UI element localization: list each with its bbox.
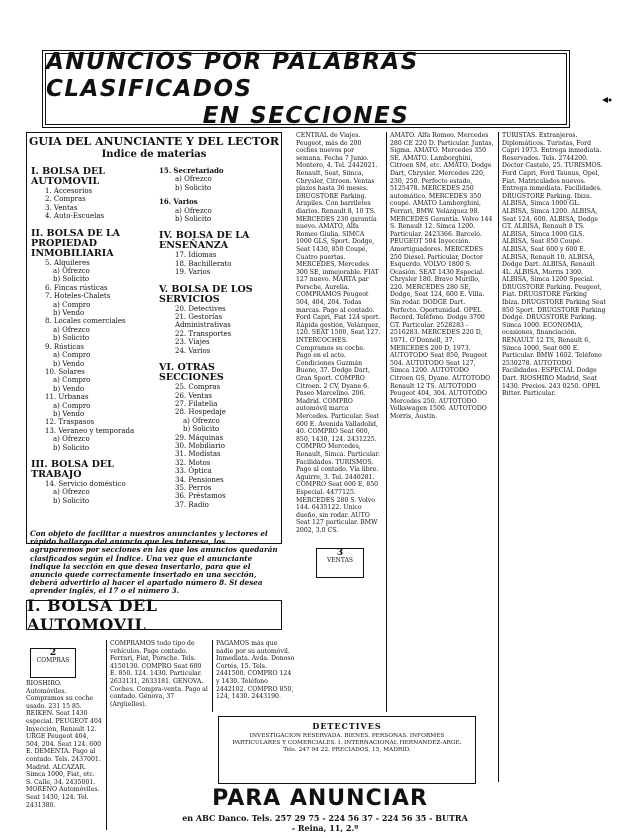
section-items — [31, 187, 155, 221]
index-item: 4. Auto-Escuelas — [45, 212, 105, 221]
section-num: II. — [31, 227, 44, 239]
index-item: 22. Transportes — [175, 329, 232, 338]
section-title: Secretariado — [173, 166, 224, 175]
section-num: I. — [31, 166, 39, 177]
index-item: a) Compro — [53, 376, 91, 385]
index-subtitle: Indice de materias — [101, 149, 207, 160]
index-item: 21. Gestorías Administrativas — [175, 313, 231, 330]
index-left-column — [31, 167, 155, 505]
compras-label: COMPRAS — [36, 657, 70, 664]
section-title: BOLSA DE LA ENSEÑANZA — [159, 230, 250, 252]
index-section — [159, 285, 277, 355]
index-section — [159, 198, 277, 223]
column-divider — [498, 132, 499, 782]
section-title: BOLSA DEL AUTOMOVIL — [31, 166, 105, 187]
index-item: b) Solicito — [53, 334, 90, 343]
index-item: 30. Mobiliario — [175, 441, 225, 450]
index-item: 14. Servicio doméstico — [45, 479, 126, 488]
para-anunciar-title: PARA ANUNCIAR — [212, 786, 428, 811]
section-num: 16. — [159, 197, 172, 207]
index-item: a) Compro — [53, 401, 91, 410]
index-item: 19. Varios — [175, 268, 211, 277]
index-item: 24. Varios — [175, 346, 211, 355]
section-items — [31, 480, 155, 505]
index-item: 34. Pensiones — [175, 475, 224, 484]
index-item: a) Ofrezco — [183, 416, 220, 425]
index-section — [31, 229, 155, 452]
index-item: a) Compro — [53, 351, 91, 360]
section-items — [159, 251, 277, 276]
section-title: BOLSA DEL TRABAJO — [31, 458, 114, 480]
index-item: b) Solicito — [53, 496, 90, 505]
index-section — [159, 167, 277, 192]
section-title: OTRAS SECCIONES — [159, 362, 224, 384]
index-section — [31, 460, 155, 505]
ventas-label: VENTAS — [326, 557, 354, 564]
classified-bottom-mid: COMPRAMOS todo tipo de vehículos. Pago contado. Ferrari, Fiat, Porsche. Tels. 4150130. COMPRO Seat 600 E. 850. 124. 1430. Particular. 2633131, 2633181. GENOVA. Coches. Compra-venta. Pago al contado. Génova, 37 (Argüelles). — [110, 640, 208, 708]
index-item: 12. Traspasos — [45, 418, 95, 427]
index-item: 3. Ventas — [45, 203, 78, 212]
index-item: 8. Locales comerciales — [45, 317, 126, 326]
banner-line-2: EN SECCIONES — [202, 102, 410, 129]
section-num: VI. — [159, 362, 175, 374]
index-item: 31. Modistas — [175, 450, 221, 459]
classified-bottom-mid-2: PAGAMOS más que nadie por su automóvil. Inmediata. Avda. Donoso Cortés, 15. Tels. 2441500. COMPRO 124 y 1430. Teléfono 2442102. COMPRO 850, 124, 1430. 2443190. — [216, 640, 295, 701]
index-item: 23. Viajes — [175, 338, 210, 347]
index-item: 27. Filatelia — [175, 399, 218, 408]
ventas-number: 3 — [336, 548, 344, 558]
index-item: a) Ofrezco — [53, 435, 90, 444]
index-item: a) Compro — [53, 300, 91, 309]
compras-number: 2 — [49, 648, 57, 658]
column-divider — [212, 640, 213, 712]
index-item: 32. Motos — [175, 458, 211, 467]
section-num: IV. — [159, 230, 173, 242]
index-item: 9. Rústicas — [45, 342, 85, 351]
section-items — [159, 383, 277, 509]
index-note: Con objeto de facilitar a nuestros anunciantes y lectores el rápido hallazgo del anuncio que les interesa, los agruparemos por secciones en las que los anuncios quedarán clasificados según el Índice. Una vez que el anunciante indique la sección en que desea insertarlo, para que el anuncio quede correctamente insertado en una sección, deberá advertirlo al hacer el apartado número 8. Si desea aprender inglés, el 17 o el número 3. — [30, 529, 278, 596]
ventas-box — [316, 548, 364, 578]
page-banner — [42, 50, 570, 128]
index-item: b) Solicito — [175, 215, 212, 224]
index-item: 29. Máquinas — [175, 433, 224, 442]
bullet-icon — [602, 88, 612, 94]
index-item: b) Solicito — [175, 183, 212, 192]
section-items — [159, 207, 277, 224]
index-item: 35. Perros — [175, 483, 212, 492]
classified-column-3: TURISTAS. Extranjeros. Diplomáticos. Turistas, Ford Capri 1973. Entrega inmediata. Reservados. Tels. 2744200. Doctor Castelo, 25. TURISMOS. Ford Capri, Ford Taunus, Opel, Fiat. Matriculados nuevos. Entrega inmediata. Facilidades. DRUGSTORE Parking. Ibiza. ALBISA, Simca 1000 GL. ALBISA, Simca 1200. ALBISA, Seat 124, 600. ALBISA, Dodge GT. ALBISA, Renault 8 TS. ALBISA, Simca 1000 GLS. ALBISA, Seat 850 Coupé. ALBISA, Seat 600 y 600 E. ALBISA, Renault 10. ALBISA, Dodge Dart. ALBISA, Renault 4L. ALBISA, Morris 1300. ALBISA, Simca 1200 Special. DRUGSTORE Parking. Peugeot, Fiat. DRUGSTORE Parking Ibiza. DRUGSTORE Parking Seat 850 Sport. DRUGSTORE Parking Dodge. DRUGSTORE Parking. Simca 1000. ECONOMIA, ocasiones, financiación. RENAULT 12 TS, Renault 6, Simca 1000, Seat 600 E. Particular. BMW 1602. Teléfono 2530278. AUTOTODO Facilidades. ESPECIAL Dodge Dart. RIOSHIRO Madrid, Seat 1430. Precios. 243 0250. OPEL Bitter. Particular. — [502, 132, 606, 398]
section-num: V. — [159, 283, 169, 295]
section-title: BOLSA DE LOS SERVICIOS — [159, 283, 253, 305]
index-item: a) Ofrezco — [175, 175, 212, 184]
index-item: b) Solicito — [183, 425, 220, 434]
index-item: 20. Detectives — [175, 304, 226, 313]
index-item: b) Solicito — [53, 275, 90, 284]
index-item: 2. Compras — [45, 195, 86, 204]
classified-bottom-left: RIOSHIRO. Automóviles. Compramos su coche usado. 231 15 85. REIKEN. Seat 1430 especial. PEUGEOT 404 Inyección, Renault 12. URGE Peugeot 404, 504, 204. Seat 124. 600 E. DEMENTA. Pago al contado. Tels. 2437001. Madrid. ALCAZAR. Simca 1000, Fiat, etc. S. Calle, 34. 2435001. MORENO Automóviles. Seat 1430, 124. Tel. 2431380. — [26, 680, 102, 809]
index-item: 18. Bachillerato — [175, 259, 232, 268]
index-item: 11. Urbanas — [45, 393, 89, 402]
index-item: 6. Fincas rústicas — [45, 283, 108, 292]
index-item: 36. Préstamos — [175, 492, 226, 501]
section-num: III. — [31, 458, 48, 470]
index-section — [31, 167, 155, 221]
index-item: a) Ofrezco — [175, 206, 212, 215]
classified-column-1: CENTRAL de Viajes. Peugeot, más de 200 coches nuevos por semana. Fecha 7 Junio. Montero, 4. Tel. 2442021. Renault, Seat, Simca, Chrysler, Citroen. Ventas plazos hasta 36 meses. DRUGSTORE Parking. Arapiles. Con barriletes diarios. Renault 8, 10 TS. MERCEDES 230 garantía nuevo. AMATO, Alfa Romeo Giulia. SIMCA 1000 GLS, Sport. Dodge, Seat 1430, 850 Coupé, Cuatro puertas. MERCEDES, Mercedes 300 SE, inmejorable. FIAT 127 nuevo. MARTA par Porsche, Aurelia. COMPRAMOS Peugeot 504, 404, 204. Todas marcas. Pago al contado. Ford Capri, Fiat 124 sport. Rápida gestión, Velázquez, 120. SEAT 1500, Seat 127. INTERCOCHES. Compramos su coche. Pago en el acto. Condiciones Guzmán Bueno, 37. Dodge Dart, Gran Sport. COMPRO Citroen. 2 CV, Dyane 6. Paseo Marcelino. 206. Madrid. COMPRO automóvil marca Mercedes. Particular. Seat 600 E. Avenida Valladolid, 40. COMPRO Seat 600, 850, 1430, 124. 2431225. COMPRO Mercedes, Renault, Simca. Particular. Facilidades. TURISMOS. Pago al contado. Vía libre. Aguirre, 3. Tel. 2440281. COMPRO Seat 600 E, 850 Especial. 4477125. MERCEDES 280 S. Volvo 144. 6435122. Unico dueño, sin rodar. AUTO Seat 127 particular. BMW 2002, 3.0 CS. — [296, 132, 381, 534]
index-right-column — [159, 167, 277, 509]
index-box — [26, 132, 282, 544]
index-item: 7. Hoteles-Chalets — [45, 292, 111, 301]
detectives-box — [218, 716, 476, 784]
index-item: 26. Ventas — [175, 391, 212, 400]
index-item: 10. Solares — [45, 367, 85, 376]
index-item: 1. Accesorios — [45, 187, 93, 195]
index-section — [159, 231, 277, 276]
section-title: BOLSA DE LA PROPIEDAD INMOBILIARIA — [31, 227, 121, 259]
para-anunciar-sub: en ABC Danco. Tels. 257 29 75 - 224 56 37 - 224 56 35 - BUTRA - Reina, 11, 2.º — [182, 813, 468, 833]
section-num: 15. — [159, 166, 172, 175]
index-item: a) Ofrezco — [53, 325, 90, 334]
column-divider — [386, 132, 387, 712]
column-divider — [106, 640, 107, 830]
compras-box — [30, 648, 76, 678]
detectives-heading: DETECTIVES — [312, 721, 382, 731]
banner-line-1: ANUNCIOS POR PALABRAS CLASIFICADOS — [46, 48, 419, 102]
index-item: 17. Idiomas — [175, 251, 217, 260]
index-item: b) Vendo — [53, 309, 85, 318]
section-items — [159, 305, 277, 355]
index-item: 37. Radio — [175, 500, 209, 509]
index-item: b) Vendo — [53, 384, 85, 393]
section-items — [159, 175, 277, 192]
index-item: 25. Compras — [175, 383, 221, 392]
index-item: 13. Veraneo y temporada — [45, 426, 135, 435]
index-item: a) Ofrezco — [53, 267, 90, 276]
classified-column-2: AMATO. Alfa Romeo. Mercedes 280 CE 220 D. Particular. Juntas, Sigma. AMATO. Mercedes 350 SE. AMATO. Lamborghini, Citroen SM, etc. AMATO. Dodge Dart, Chrysler. Mercedes 220, 230, 250. Perfecto estado, 5125478. MERCEDES 250 automático. MERCEDES 350 coupé. AMATO Lamborghini, Ferrari, BMW. Velázquez 98. MERCEDES Garantía. Volvo 144 S. Renault 12. Simca 1200. Particular. 2423366. Barceló. PEUGEOT 504 Inyección. Amortiguadores. MERCEDES 250 Diesel. Particular, Doctor Esquerdo. VOLVO 1800 S. Ocasión. SEAT 1430 Especial. Chrysler 180. Bravo Murillo, 220. MERCEDES 280 SE, Dodge, Seat 124, 600 E. Villa. Sin rodar. DODGE Dart. Perfecto. Oportunidad. OPEL Record. Teléfono. Dodge 3700 GT. Particular. 2528283 - 2516283. MERCEDES 220 D, 1971. O'Donnell, 37. MERCEDES 200 D, 1973. AUTOTODO Seat 850, Peugeot 504. AUTOTODO Seat 127, Simca 1200. AUTOTODO Citroen GS, Dyane. AUTOTODO Renault 12 TS. AUTOTODO Peugeot 404, 304. AUTOTODO Mercedes 250. AUTOTODO Volkswagen 1500. AUTOTODO Morris, Austin. — [390, 132, 494, 420]
index-item: b) Vendo — [53, 409, 85, 418]
index-item: 33. Óptica — [175, 467, 212, 476]
index-section — [159, 363, 277, 509]
detectives-body: INVESTIGACION RESERVADA. BIENES. PERSONAS. INFORMES PARTICULARES Y COMERCIALES. I. INTERNACIONAL HERNANDEZ-ARGE. Tels. 247 94 22. PRECIADOS, 15, MADRID. — [232, 733, 462, 753]
index-item: b) Solicito — [53, 443, 90, 452]
index-title: GUIA DEL ANUNCIANTE Y DEL LECTOR — [28, 135, 280, 148]
section-items — [31, 259, 155, 452]
section-title: Varios — [173, 197, 198, 207]
index-item: 5. Alquileres — [45, 258, 90, 267]
index-item: 28. Hospedaje — [175, 408, 226, 417]
index-item: a) Ofrezco — [53, 488, 90, 497]
section-title-automovil: I. BOLSA DEL AUTOMOVIL — [26, 600, 282, 630]
index-item: b) Vendo — [53, 359, 85, 368]
